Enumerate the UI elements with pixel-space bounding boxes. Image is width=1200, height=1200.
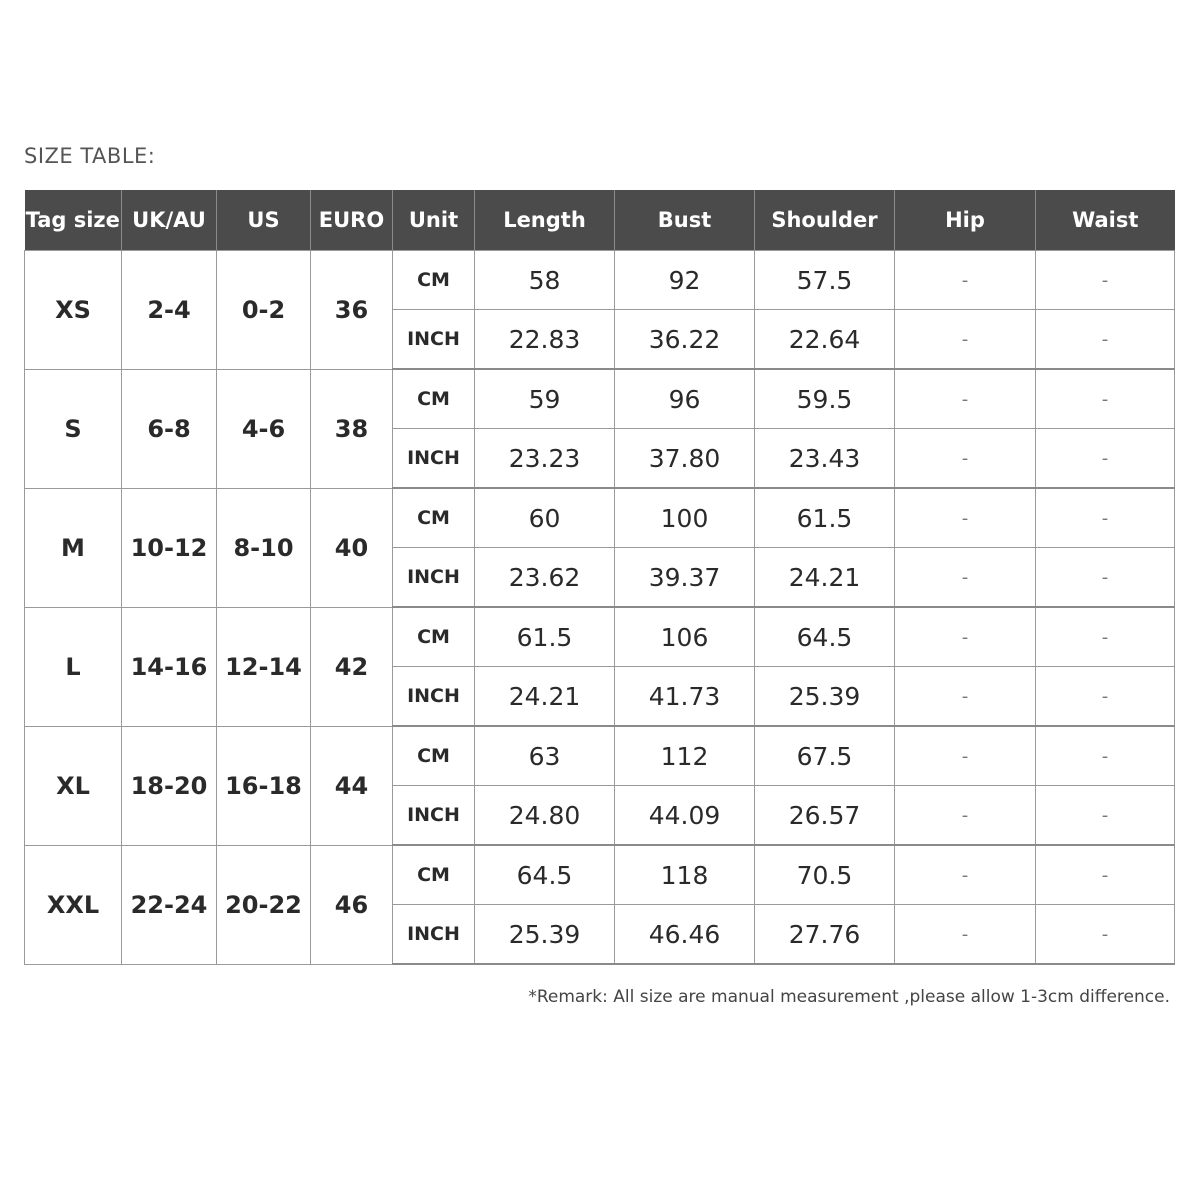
waist-cell: - xyxy=(1036,667,1175,727)
waist-cell: - xyxy=(1036,251,1175,310)
header-us: US xyxy=(217,190,311,251)
length-cell: 60 xyxy=(475,488,615,548)
length-cell: 22.83 xyxy=(475,310,615,370)
tag-size-cell: M xyxy=(25,488,122,607)
header-length: Length xyxy=(475,190,615,251)
bust-cell: 100 xyxy=(615,488,755,548)
header-euro: EURO xyxy=(311,190,393,251)
bust-cell: 37.80 xyxy=(615,429,755,489)
shoulder-cell: 27.76 xyxy=(755,905,895,965)
shoulder-cell: 67.5 xyxy=(755,726,895,786)
euro-cell: 36 xyxy=(311,251,393,370)
uk-au-cell: 14-16 xyxy=(122,607,217,726)
shoulder-cell: 61.5 xyxy=(755,488,895,548)
unit-cell: CM xyxy=(393,607,475,667)
waist-cell: - xyxy=(1036,488,1175,548)
table-row xyxy=(25,251,1175,310)
us-cell: 12-14 xyxy=(217,607,311,726)
length-cell: 24.21 xyxy=(475,667,615,727)
remark-note: *Remark: All size are manual measurement ,please allow 1-3cm difference. xyxy=(528,987,1170,1007)
bust-cell: 46.46 xyxy=(615,905,755,965)
uk-au-cell: 22-24 xyxy=(122,845,217,964)
hip-cell: - xyxy=(895,667,1036,727)
waist-cell: - xyxy=(1036,548,1175,608)
bust-cell: 41.73 xyxy=(615,667,755,727)
shoulder-cell: 26.57 xyxy=(755,786,895,846)
euro-cell: 44 xyxy=(311,726,393,845)
tag-size-cell: XS xyxy=(25,251,122,370)
length-cell: 64.5 xyxy=(475,845,615,905)
length-cell: 23.62 xyxy=(475,548,615,608)
bust-cell: 39.37 xyxy=(615,548,755,608)
unit-cell: INCH xyxy=(393,786,475,846)
bust-cell: 92 xyxy=(615,251,755,310)
waist-cell: - xyxy=(1036,429,1175,489)
unit-cell: CM xyxy=(393,369,475,429)
unit-cell: INCH xyxy=(393,310,475,370)
us-cell: 4-6 xyxy=(217,369,311,488)
table-row xyxy=(25,726,1175,786)
shoulder-cell: 57.5 xyxy=(755,251,895,310)
header-unit: Unit xyxy=(393,190,475,251)
hip-cell: - xyxy=(895,548,1036,608)
bust-cell: 36.22 xyxy=(615,310,755,370)
unit-cell: INCH xyxy=(393,429,475,489)
hip-cell: - xyxy=(895,310,1036,370)
header-waist: Waist xyxy=(1036,190,1175,251)
header-shoulder: Shoulder xyxy=(755,190,895,251)
us-cell: 16-18 xyxy=(217,726,311,845)
length-cell: 58 xyxy=(475,251,615,310)
hip-cell: - xyxy=(895,607,1036,667)
length-cell: 61.5 xyxy=(475,607,615,667)
length-cell: 63 xyxy=(475,726,615,786)
hip-cell: - xyxy=(895,845,1036,905)
unit-cell: CM xyxy=(393,251,475,310)
bust-cell: 112 xyxy=(615,726,755,786)
uk-au-cell: 2-4 xyxy=(122,251,217,370)
waist-cell: - xyxy=(1036,786,1175,846)
length-cell: 23.23 xyxy=(475,429,615,489)
us-cell: 20-22 xyxy=(217,845,311,964)
hip-cell: - xyxy=(895,488,1036,548)
waist-cell: - xyxy=(1036,369,1175,429)
shoulder-cell: 25.39 xyxy=(755,667,895,727)
waist-cell: - xyxy=(1036,726,1175,786)
bust-cell: 118 xyxy=(615,845,755,905)
shoulder-cell: 70.5 xyxy=(755,845,895,905)
table-row xyxy=(25,607,1175,667)
waist-cell: - xyxy=(1036,607,1175,667)
uk-au-cell: 10-12 xyxy=(122,488,217,607)
bust-cell: 96 xyxy=(615,369,755,429)
header-tag-size: Tag size xyxy=(25,190,122,251)
shoulder-cell: 59.5 xyxy=(755,369,895,429)
unit-cell: INCH xyxy=(393,667,475,727)
tag-size-cell: XXL xyxy=(25,845,122,964)
waist-cell: - xyxy=(1036,310,1175,370)
unit-cell: INCH xyxy=(393,905,475,965)
unit-cell: CM xyxy=(393,845,475,905)
euro-cell: 40 xyxy=(311,488,393,607)
length-cell: 24.80 xyxy=(475,786,615,846)
bust-cell: 106 xyxy=(615,607,755,667)
header-bust: Bust xyxy=(615,190,755,251)
hip-cell: - xyxy=(895,369,1036,429)
hip-cell: - xyxy=(895,905,1036,965)
waist-cell: - xyxy=(1036,905,1175,965)
shoulder-cell: 24.21 xyxy=(755,548,895,608)
unit-cell: INCH xyxy=(393,548,475,608)
tag-size-cell: S xyxy=(25,369,122,488)
uk-au-cell: 18-20 xyxy=(122,726,217,845)
euro-cell: 42 xyxy=(311,607,393,726)
tag-size-cell: L xyxy=(25,607,122,726)
hip-cell: - xyxy=(895,429,1036,489)
tag-size-cell: XL xyxy=(25,726,122,845)
table-body xyxy=(25,251,1175,965)
table-row xyxy=(25,845,1175,905)
header-uk-au: UK/AU xyxy=(122,190,217,251)
us-cell: 0-2 xyxy=(217,251,311,370)
shoulder-cell: 64.5 xyxy=(755,607,895,667)
table-header-row xyxy=(25,190,1175,251)
hip-cell: - xyxy=(895,786,1036,846)
length-cell: 25.39 xyxy=(475,905,615,965)
hip-cell: - xyxy=(895,726,1036,786)
euro-cell: 46 xyxy=(311,845,393,964)
waist-cell: - xyxy=(1036,845,1175,905)
header-hip: Hip xyxy=(895,190,1036,251)
hip-cell: - xyxy=(895,251,1036,310)
page-title: SIZE TABLE: xyxy=(24,144,156,168)
uk-au-cell: 6-8 xyxy=(122,369,217,488)
shoulder-cell: 23.43 xyxy=(755,429,895,489)
size-table xyxy=(24,190,1175,965)
length-cell: 59 xyxy=(475,369,615,429)
euro-cell: 38 xyxy=(311,369,393,488)
us-cell: 8-10 xyxy=(217,488,311,607)
unit-cell: CM xyxy=(393,488,475,548)
unit-cell: CM xyxy=(393,726,475,786)
table-row xyxy=(25,488,1175,548)
table-row xyxy=(25,369,1175,429)
shoulder-cell: 22.64 xyxy=(755,310,895,370)
bust-cell: 44.09 xyxy=(615,786,755,846)
